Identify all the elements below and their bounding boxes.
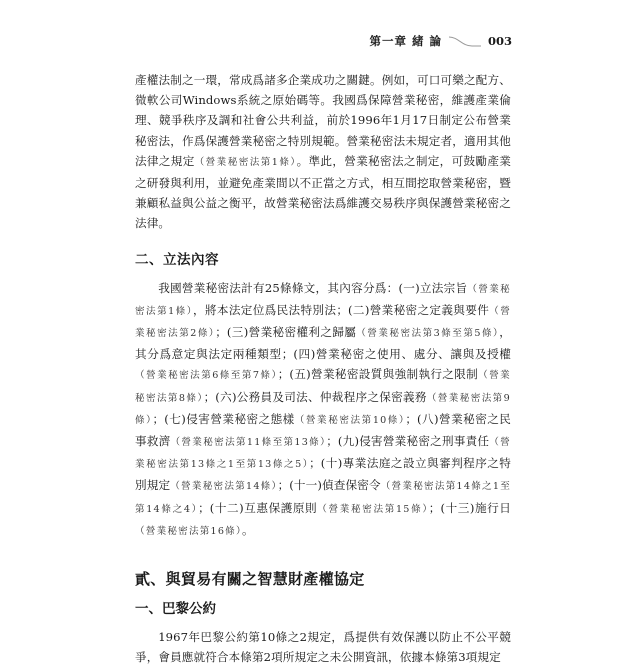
paragraph-text: ；(五)營業秘密設質與強制執行之限制 (277, 367, 479, 382)
statute-citation: （營業秘密法第16條） (135, 525, 242, 537)
statute-citation: （營業秘密法第15條） (317, 503, 429, 515)
paragraph-text: ；(八)營業秘密之民事救濟 (135, 411, 511, 449)
legislative-content-paragraph (135, 278, 511, 542)
statute-citation: （營業秘密法第9條） (135, 392, 511, 426)
statute-citation: （營業秘密法第3條至第5條） (356, 328, 500, 340)
statute-citation: （營業秘密法第14條） (170, 481, 278, 493)
paragraph-text: ，將本法定位爲民法特別法；(二)營業秘密之定義與要件 (192, 302, 490, 317)
statute-citation: （營業秘密法第8條） (135, 370, 511, 404)
statute-citation: （營業秘密法第11條至第13條） (170, 437, 327, 449)
chapter-title: 第一章 緒 論 (369, 34, 442, 48)
paragraph-text: ；(七)侵害營業秘密之態樣 (152, 411, 295, 426)
paragraph-text: ；(十)專業法庭之設立與審判程序之特別規定 (135, 456, 511, 493)
paragraph-text: 。 (241, 522, 254, 537)
paragraph-text: ，其分爲意定與法定兩種類型；(四)營業秘密之使用、處分、讓與及授權 (135, 325, 511, 362)
section-heading-paris-convention: 一、巴黎公約 (135, 601, 216, 618)
intro-citation: （營業秘密法第1條） (194, 156, 297, 168)
running-header (369, 33, 512, 49)
header-curve-ornament (448, 35, 482, 47)
statute-citation: （營業秘密法第6條至第7條） (135, 370, 278, 382)
statute-citation: （營業秘密法第1條） (135, 283, 511, 317)
paragraph-text: ；(十一)偵查保密令 (277, 478, 381, 493)
chapter-heading-trips: 貳、與貿易有關之智慧財產權協定 (135, 570, 365, 589)
intro-text-b: 。準此，營業秘密法之制定，可鼓勵產業之研發與利用，並避免產業間以不正當之方式，相互間挖取營業秘密，暨兼顧私益與公益之衡平，故營業秘密法爲維護交易秩序與保護營業秘密之法律。 (135, 153, 511, 231)
paragraph-text: ；(九)侵害營業秘密之刑事責任 (326, 434, 490, 449)
section-heading-legislative-content: 二、立法內容 (135, 251, 219, 268)
statute-citation: （營業秘密法第2條） (135, 305, 511, 340)
statute-citation: （營業秘密法第13條之1至第13條之5） (135, 437, 511, 471)
statute-citation: （營業秘密法第10條） (294, 414, 406, 426)
page-body (135, 70, 511, 667)
paragraph-text: ；(六)公務員及司法、仲裁程序之保密義務 (203, 389, 427, 404)
paris-convention-paragraph: 1967年巴黎公約第10條之2規定，爲提供有效保護以防止不公平競爭，會員應就符合本條第2項所規定之未公開資訊，依據本條第3項規定 (135, 630, 511, 665)
intro-text-a: 產權法制之一環，常成爲諸多企業成功之關鍵。例如，可口可樂之配方、微軟公司Windows系統之原始碼等。我國爲保障營業秘密，維護產業倫理、競爭秩序及調和社會公共利益，前於1996年1月17日制定公布營業秘密法，作爲保護營業秘密之特別規範。營業秘密法未規定者，適用其他法律之規定 (135, 73, 511, 168)
paragraph-text: ；(十三)施行日 (428, 500, 511, 515)
paragraph-text: 我國營業秘密法計有25條條文，其內容分爲：(一)立法宗旨 (158, 280, 468, 295)
paragraph-text: ；(三)營業秘密權利之歸屬 (215, 325, 357, 340)
statute-citation: （營業秘密法第14條之1至第14條之4） (135, 481, 511, 515)
intro-paragraph (135, 70, 511, 234)
page-number: 003 (487, 34, 512, 48)
paragraph-text: ；(十二)互惠保護原則 (198, 500, 318, 515)
